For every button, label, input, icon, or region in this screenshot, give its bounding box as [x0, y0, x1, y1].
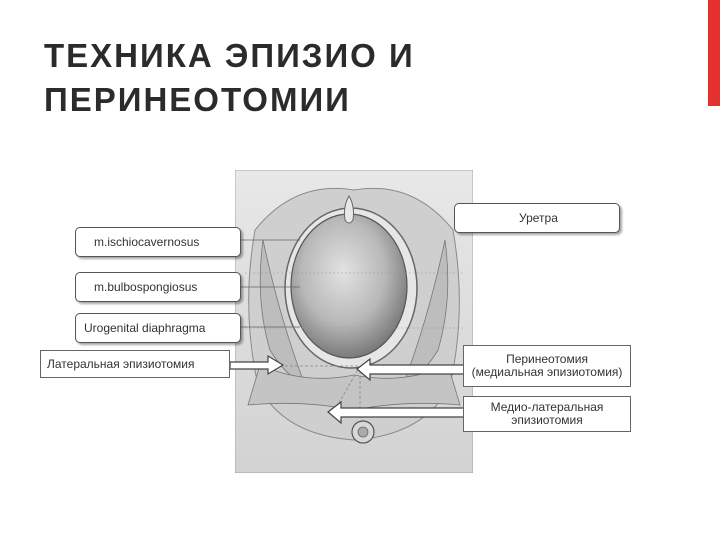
- bulbospongiosus-label-text: m.bulbospongiosus: [94, 280, 198, 294]
- slide-title-line-1: ТЕХНИКА ЭПИЗИО И: [44, 37, 415, 74]
- slide-title: [44, 34, 664, 122]
- urogenital-label: [75, 313, 241, 343]
- urethra-label: [454, 203, 620, 233]
- anatomy-illustration: [235, 170, 473, 473]
- perineotomy-label: [463, 345, 631, 387]
- ischiocavernosus-label-text: m.ischiocavernosus: [94, 235, 200, 249]
- urethra-label-text: Уретра: [519, 211, 558, 225]
- mediolateral-episiotomy-label: [463, 396, 631, 432]
- lateral-episiotomy-label: [40, 350, 230, 378]
- lateral-episiotomy-label-text: Латеральная эпизиотомия: [47, 357, 195, 371]
- urogenital-label-text: Urogenital diaphragma: [84, 321, 206, 335]
- ischiocavernosus-label: [75, 227, 241, 257]
- perineotomy-label-line-2: (медиальная эпизиотомия): [471, 365, 623, 379]
- perineotomy-label-line-1: Перинеотомия: [506, 352, 588, 366]
- mediolateral-label-line-1: Медио-латеральная: [490, 400, 604, 414]
- bulbospongiosus-label: [75, 272, 241, 302]
- mediolateral-label-line-2: эпизиотомия: [511, 413, 583, 427]
- accent-bar: [708, 0, 720, 106]
- slide-title-line-2: ПЕРИНЕОТОМИИ: [44, 81, 351, 118]
